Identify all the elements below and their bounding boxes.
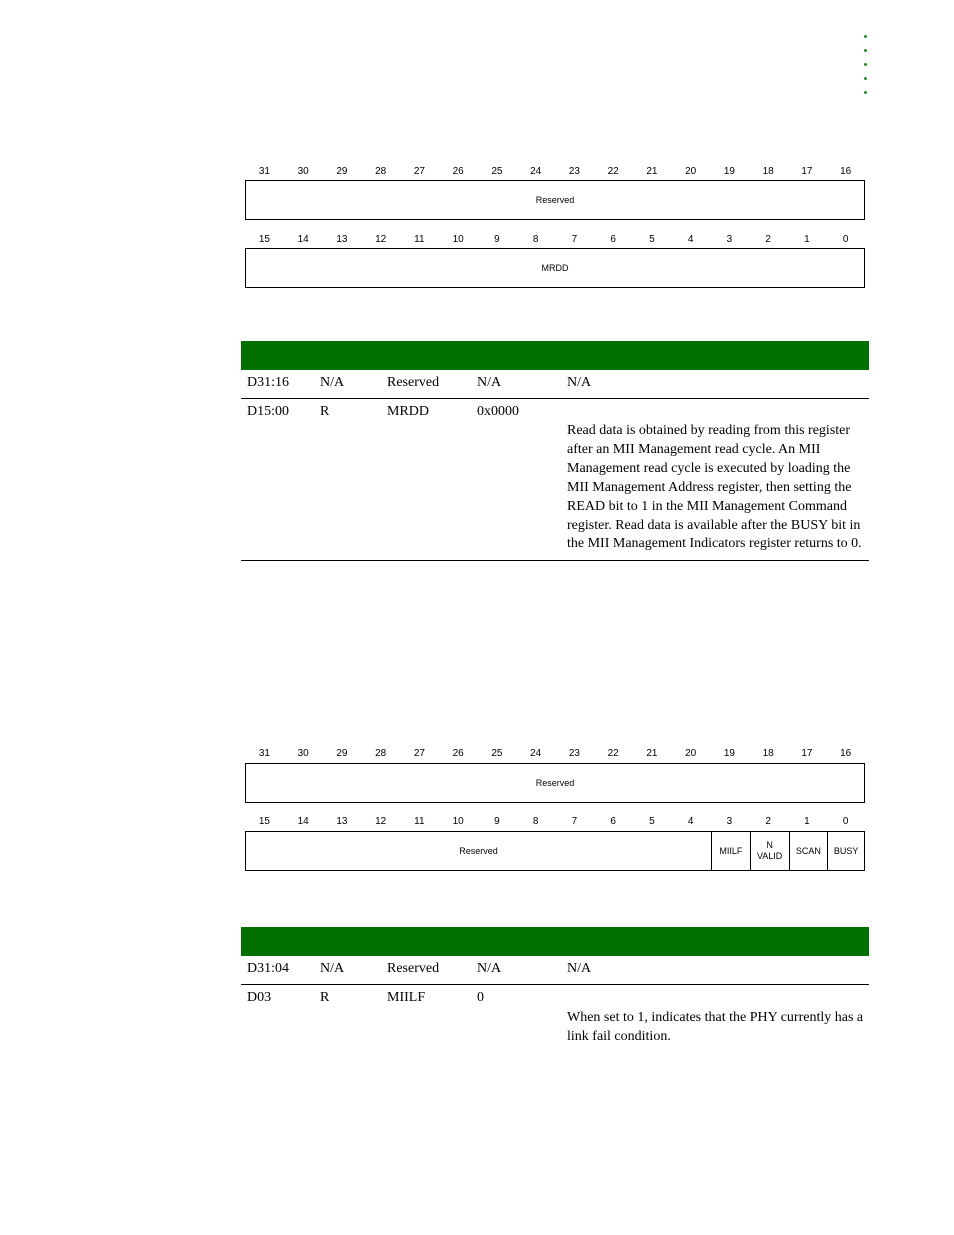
bit-number: 2 <box>765 816 771 827</box>
description-line: register. Read data is available after the BUSY bit in <box>567 517 861 533</box>
register-field-reserved: Reserved <box>459 845 498 856</box>
bit-number: 18 <box>762 166 774 177</box>
register-field-reserved: Reserved <box>535 194 575 205</box>
bit-number: 14 <box>297 816 309 827</box>
register-field-busy: BUSY <box>827 832 864 870</box>
table-row <box>241 370 869 399</box>
bit-number: 10 <box>452 234 464 245</box>
register1-upper-bit-numbers <box>245 166 865 180</box>
cell-access: N/A <box>320 375 345 390</box>
cell-reset: 0x0000 <box>477 404 519 419</box>
register-field-mrdd: MRDD <box>541 262 569 273</box>
cell-access: R <box>320 990 330 1005</box>
register1-description-table <box>241 341 869 561</box>
table-header-bar <box>241 927 869 956</box>
register-field-nvalid <box>750 832 789 870</box>
description-line: Management read cycle is executed by loading the <box>567 460 851 476</box>
bit-number: 9 <box>494 234 500 245</box>
bit-number: 30 <box>297 166 309 177</box>
bit-number: 15 <box>258 816 270 827</box>
bit-number: 6 <box>610 234 616 245</box>
register-field-scan: SCAN <box>789 832 828 870</box>
bit-number: 17 <box>801 166 813 177</box>
table-header-bar <box>241 341 869 370</box>
register2-lower-bit-numbers <box>245 816 865 830</box>
register2-lower-field-box <box>245 831 865 871</box>
cell-access: N/A <box>320 961 345 976</box>
bit-number: 5 <box>649 816 655 827</box>
bit-number: 8 <box>532 816 539 827</box>
description-line: Read data is obtained by reading from this register <box>567 423 851 438</box>
dot-icon <box>864 77 867 80</box>
bit-number: 28 <box>375 748 387 759</box>
register-field-miilf: MIILF <box>711 832 750 870</box>
bit-number: 17 <box>801 748 813 759</box>
dot-icon <box>864 35 867 38</box>
margin-dot-marker <box>864 35 870 105</box>
bit-number: 31 <box>258 166 270 177</box>
bit-number: 13 <box>336 234 348 245</box>
nvalid-label-line2: VALID <box>756 851 783 861</box>
bit-number: 19 <box>723 748 735 759</box>
bit-number: 29 <box>336 748 348 759</box>
bit-number: 31 <box>258 748 270 759</box>
bit-number: 30 <box>297 748 309 759</box>
table-row <box>241 985 869 1055</box>
bit-number: 27 <box>413 166 425 177</box>
bit-number: 21 <box>646 748 658 759</box>
table-row <box>241 956 869 985</box>
cell-mnemonic: MIILF <box>387 990 426 1005</box>
bit-number: 0 <box>842 816 849 827</box>
bit-number: 28 <box>375 166 387 177</box>
cell-mnemonic: Reserved <box>387 961 440 976</box>
bit-number: 29 <box>336 166 348 177</box>
table-row <box>241 399 869 561</box>
cell-bits: D31:04 <box>247 961 289 976</box>
cell-description <box>567 422 867 554</box>
register2-upper-bit-numbers <box>245 748 865 762</box>
register1-lower-bit-numbers <box>245 234 865 248</box>
description-line: MII Management Address register, then setting the <box>567 479 852 495</box>
description-line: When set to 1, indicates that the PHY currently has a <box>567 1010 864 1025</box>
dot-icon <box>864 49 867 52</box>
bit-number: 11 <box>414 816 425 827</box>
register1-upper-field-box <box>245 180 865 220</box>
cell-reset: N/A <box>477 961 502 976</box>
bit-number: 23 <box>568 748 580 759</box>
bit-number: 19 <box>723 166 735 177</box>
bit-number: 4 <box>687 816 694 827</box>
bit-number: 18 <box>762 748 774 759</box>
bit-number: 24 <box>530 748 542 759</box>
bit-number: 24 <box>530 166 542 177</box>
bit-number: 1 <box>804 234 810 245</box>
cell-reset: N/A <box>477 375 502 390</box>
bit-number: 14 <box>297 234 309 245</box>
bit-number: 16 <box>840 748 852 759</box>
description-line: the MII Management Indicators register returns to 0. <box>567 536 862 552</box>
cell-access: R <box>320 404 330 419</box>
bit-number: 12 <box>375 234 387 245</box>
nvalid-label-line1: N <box>766 840 773 850</box>
register-field-reserved: Reserved <box>535 777 575 788</box>
bit-number: 21 <box>646 166 658 177</box>
bit-number: 7 <box>571 234 578 245</box>
cell-reset: 0 <box>477 990 484 1005</box>
bit-number: 25 <box>491 748 503 759</box>
cell-mnemonic: MRDD <box>387 404 430 419</box>
bit-number: 10 <box>452 816 464 827</box>
bit-number: 16 <box>840 166 852 177</box>
cell-bits: D31:16 <box>247 375 289 390</box>
bit-number: 22 <box>607 748 619 759</box>
bit-number: 0 <box>842 234 849 245</box>
bit-number: 23 <box>568 166 580 177</box>
bit-number: 9 <box>494 816 500 827</box>
bit-number: 27 <box>413 748 425 759</box>
bit-number: 25 <box>491 166 503 177</box>
register2-description-table <box>241 927 869 1055</box>
bit-number: 1 <box>804 816 810 827</box>
bit-number: 20 <box>685 166 697 177</box>
bit-number: 3 <box>726 234 733 245</box>
bit-number: 20 <box>685 748 697 759</box>
bit-number: 4 <box>687 234 694 245</box>
cell-description: N/A <box>567 961 592 976</box>
cell-mnemonic: Reserved <box>387 375 440 390</box>
bit-number: 5 <box>649 234 655 245</box>
bit-number: 26 <box>452 166 464 177</box>
bit-number: 15 <box>258 234 270 245</box>
bit-number: 6 <box>610 816 616 827</box>
description-line: READ bit to 1 in the MII Management Command <box>567 498 847 514</box>
bit-number: 11 <box>414 234 425 245</box>
register2-upper-field-box <box>245 763 865 803</box>
register1-lower-field-box <box>245 248 865 288</box>
description-line: link fail condition. <box>567 1028 671 1044</box>
bit-number: 3 <box>726 816 733 827</box>
cell-description <box>567 1009 867 1047</box>
bit-number: 13 <box>336 816 348 827</box>
bit-number: 8 <box>532 234 539 245</box>
bit-number: 26 <box>452 748 464 759</box>
bit-number: 22 <box>607 166 619 177</box>
bit-number: 7 <box>571 816 578 827</box>
cell-description: N/A <box>567 375 592 390</box>
description-line: after an MII Management read cycle. An MII <box>567 441 821 457</box>
dot-icon <box>864 91 867 94</box>
bit-number: 12 <box>375 816 387 827</box>
cell-bits: D15:00 <box>247 404 289 419</box>
cell-bits: D03 <box>247 990 272 1005</box>
dot-icon <box>864 63 867 66</box>
bit-number: 2 <box>765 234 771 245</box>
